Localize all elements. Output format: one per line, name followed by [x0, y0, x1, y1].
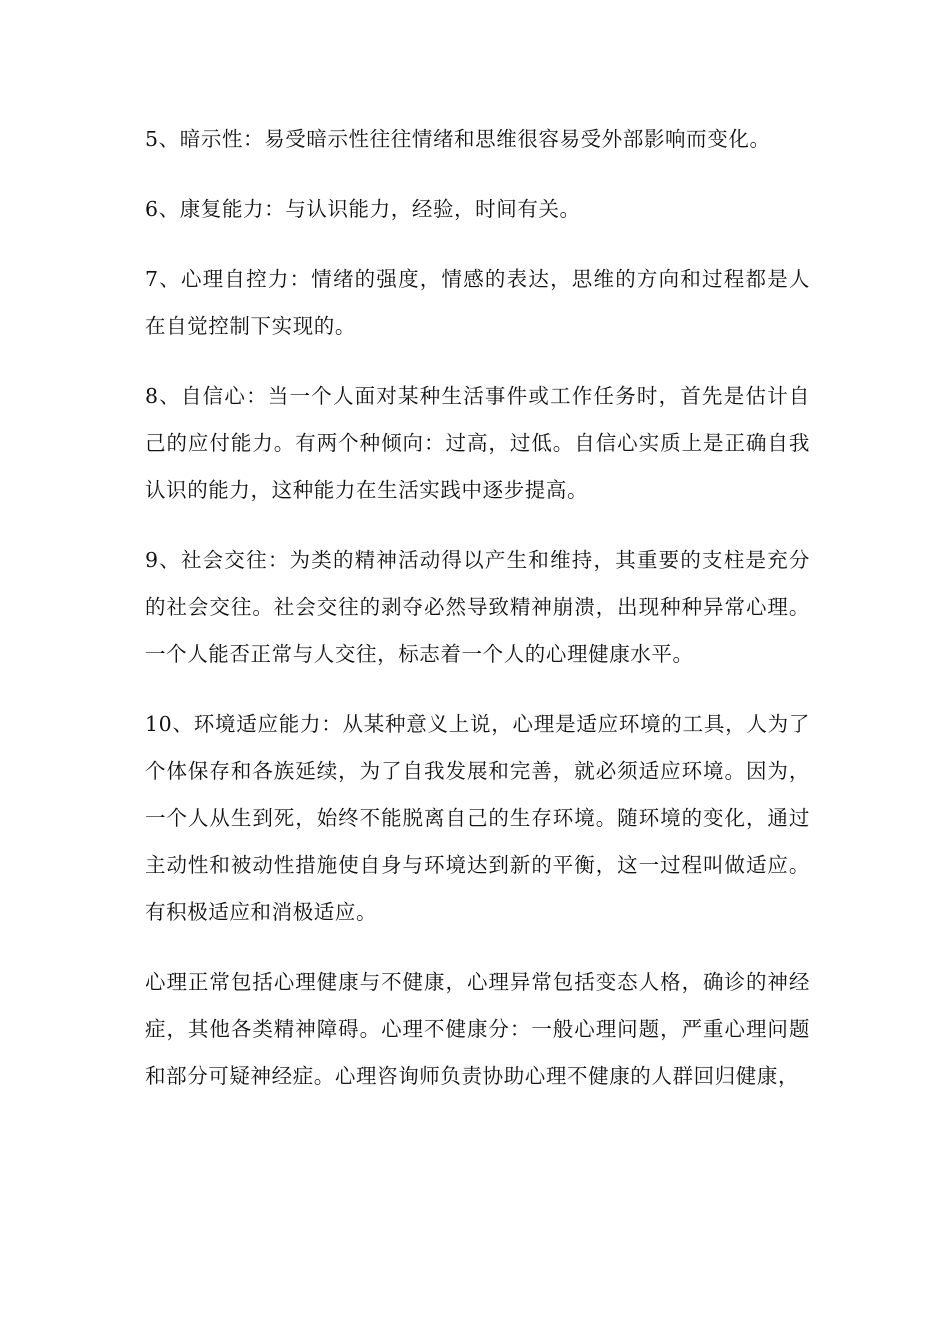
paragraph-mental-normality: 心理正常包括心理健康与不健康，心理异常包括变态人格，确诊的神经症，其他各类精神障碍。心理不健康分：一般心理问题，严重心理问题和部分可疑神经症。心理咨询师负责协助心理不健康的人群回归健康，: [145, 970, 810, 1088]
paragraph-recovery-ability: 6、康复能力：与认识能力，经验，时间有关。: [145, 197, 581, 221]
paragraph-self-control: 7、心理自控力：情绪的强度，情感的表达，思维的方向和过程都是人在自觉控制下实现的。: [145, 267, 810, 338]
document-body: [145, 116, 810, 1123]
paragraph-suggestibility: 5、暗示性：易受暗示性往往情绪和思维很容易受外部影响而变化。: [145, 127, 771, 151]
paragraph-self-confidence: 8、自信心：当一个人面对某种生活事件或工作任务时，首先是估计自己的应付能力。有两个种倾向：过高，过低。自信心实质上是正确自我认识的能力，这种能力在生活实践中逐步提高。: [145, 384, 810, 502]
paragraph-social-interaction: 9、社会交往：为类的精神活动得以产生和维持，其重要的支柱是充分的社会交往。社会交往的剥夺必然导致精神崩溃，出现种种异常心理。一个人能否正常与人交往，标志着一个人的心理健康水平。: [145, 548, 810, 666]
paragraph-environment-adaptation: 10、环境适应能力：从某种意义上说，心理是适应环境的工具，人为了个体保存和各族延续，为了自我发展和完善，就必须适应环境。因为，一个人从生到死，始终不能脱离自己的生存环境。随环境的变化，通过主动性和被动性措施使自身与环境达到新的平衡，这一过程叫做适应。有积极适应和消极适应。: [145, 712, 810, 924]
